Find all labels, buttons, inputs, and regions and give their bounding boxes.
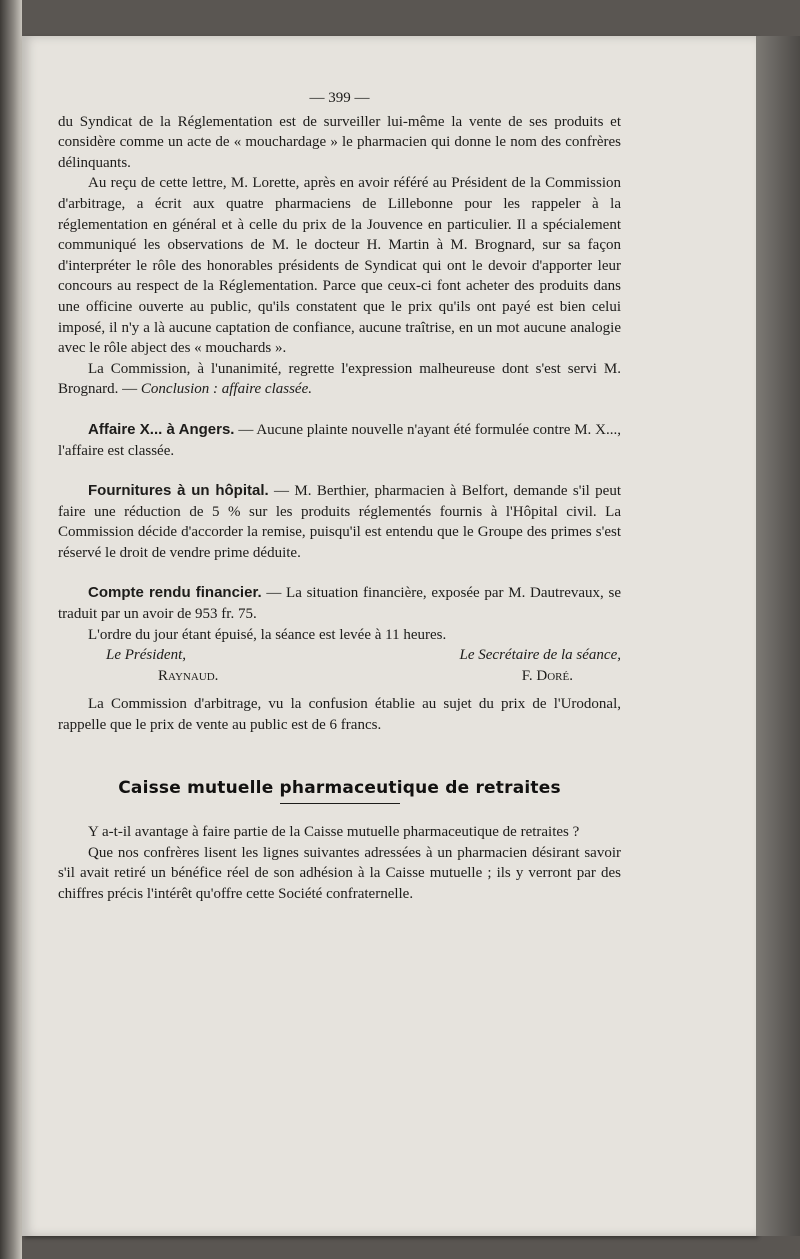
paragraph-compte-rendu: [58, 583, 621, 624]
affaire-x-title: Affaire X... à Angers.: [88, 420, 235, 438]
president-role: Le Président,: [106, 647, 186, 664]
signature-names: [58, 666, 621, 687]
page-content: [58, 88, 621, 905]
fournitures-text: — M. Berthier, pharmacien à Belfort, demande s'il peut faire une réduction de 5 % sur les produits réglementés fournis à l'Hôpital civil. La Commission décide d'accorder la remise, puisqu'il est entendu que le Groupe des primes s'est réservé le droit de vendre prime déduite.: [58, 483, 621, 561]
commission-text: La Commission, à l'unanimité, regrette l'expression malheureuse dont s'est servi M. Brognard. —: [58, 360, 621, 398]
spacer: [58, 461, 621, 481]
secretary-name: F. Doré.: [521, 667, 573, 684]
affaire-x-text: — Aucune plainte nouvelle n'ayant été formulée contre M. X..., l'affaire est classée.: [58, 421, 621, 459]
paragraph-urodonal: La Commission d'arbitrage, vu la confusion établie au sujet du prix de l'Urodonal, rappelle que le prix de vente au public est de 6 francs.: [58, 696, 621, 734]
spacer: [58, 400, 621, 420]
paragraph-lorette: Au reçu de cette lettre, M. Lorette, après en avoir référé au Président de la Commission d'arbitrage, a écrit aux quatre pharmaciens de Lillebonne pour les rappeler à la réglementation en général et à celle du prix de la Jouvence en particulier. Il a spécialement communiqué les observations de M. le docteur H. Martin à M. Brognard, sur sa façon d'interpréter le rôle des honorables présidents de Syndicat qui ont le devoir d'apporter leur concours au respect de la Réglementation. Parce que ceux-ci font acheter des produits dans une officine ouverte au public, qu'ils constatent que le prix qu'ils ont payé est bien celui imposé, il n'y a là aucune captation de confiance, aucune traîtrise, en un mot aucune analogie avec le rôle abject des « mouchards ».: [58, 175, 621, 357]
page-right-shadow: [756, 36, 800, 1236]
heading-rule: [280, 803, 400, 804]
paragraph-syndicat: du Syndicat de la Réglementation est de surveiller lui-même la vente de ses produits et considère comme un acte de « mouchardage » le pharmacien qui donne le nom des confrères délinquants.: [58, 113, 621, 171]
paragraph-confreres: Que nos confrères lisent les lignes suivantes adressées à un pharmacien désirant savoir s'il avait retiré un bénéfice réel de son adhésion à la Caisse mutuelle ; ils y verront par des chiffres précis l'intérêt qu'offre cette Société confraternelle.: [58, 844, 621, 902]
fournitures-title: Fournitures à un hôpital.: [88, 482, 269, 500]
paragraph-fournitures: [58, 481, 621, 563]
paragraph-commission: [58, 359, 621, 400]
paragraph-closing: L'ordre du jour étant épuisé, la séance est levée à 11 heures.: [88, 626, 447, 643]
spacer: [58, 563, 621, 583]
conclusion-text: Conclusion : affaire classée.: [140, 381, 312, 398]
compte-rendu-title: Compte rendu financier.: [88, 584, 262, 602]
signature-roles: [58, 645, 621, 666]
paragraph-affaire-x: [58, 420, 621, 461]
president-name: Raynaud.: [158, 667, 219, 684]
secretary-role: Le Secrétaire de la séance,: [459, 647, 621, 664]
compte-rendu-text: — La situation financière, exposée par M. Dautrevaux, se traduit par un avoir de 953 fr. 75.: [58, 585, 621, 623]
book-spine-edge: [0, 0, 22, 1259]
page-number: — 399 —: [309, 90, 370, 106]
spacer: [58, 686, 621, 694]
paragraph-question: Y a-t-il avantage à faire partie de la Caisse mutuelle pharmaceutique de retraites ?: [88, 824, 580, 841]
section-heading: Caisse mutuelle pharmaceutique de retraites: [118, 777, 561, 798]
